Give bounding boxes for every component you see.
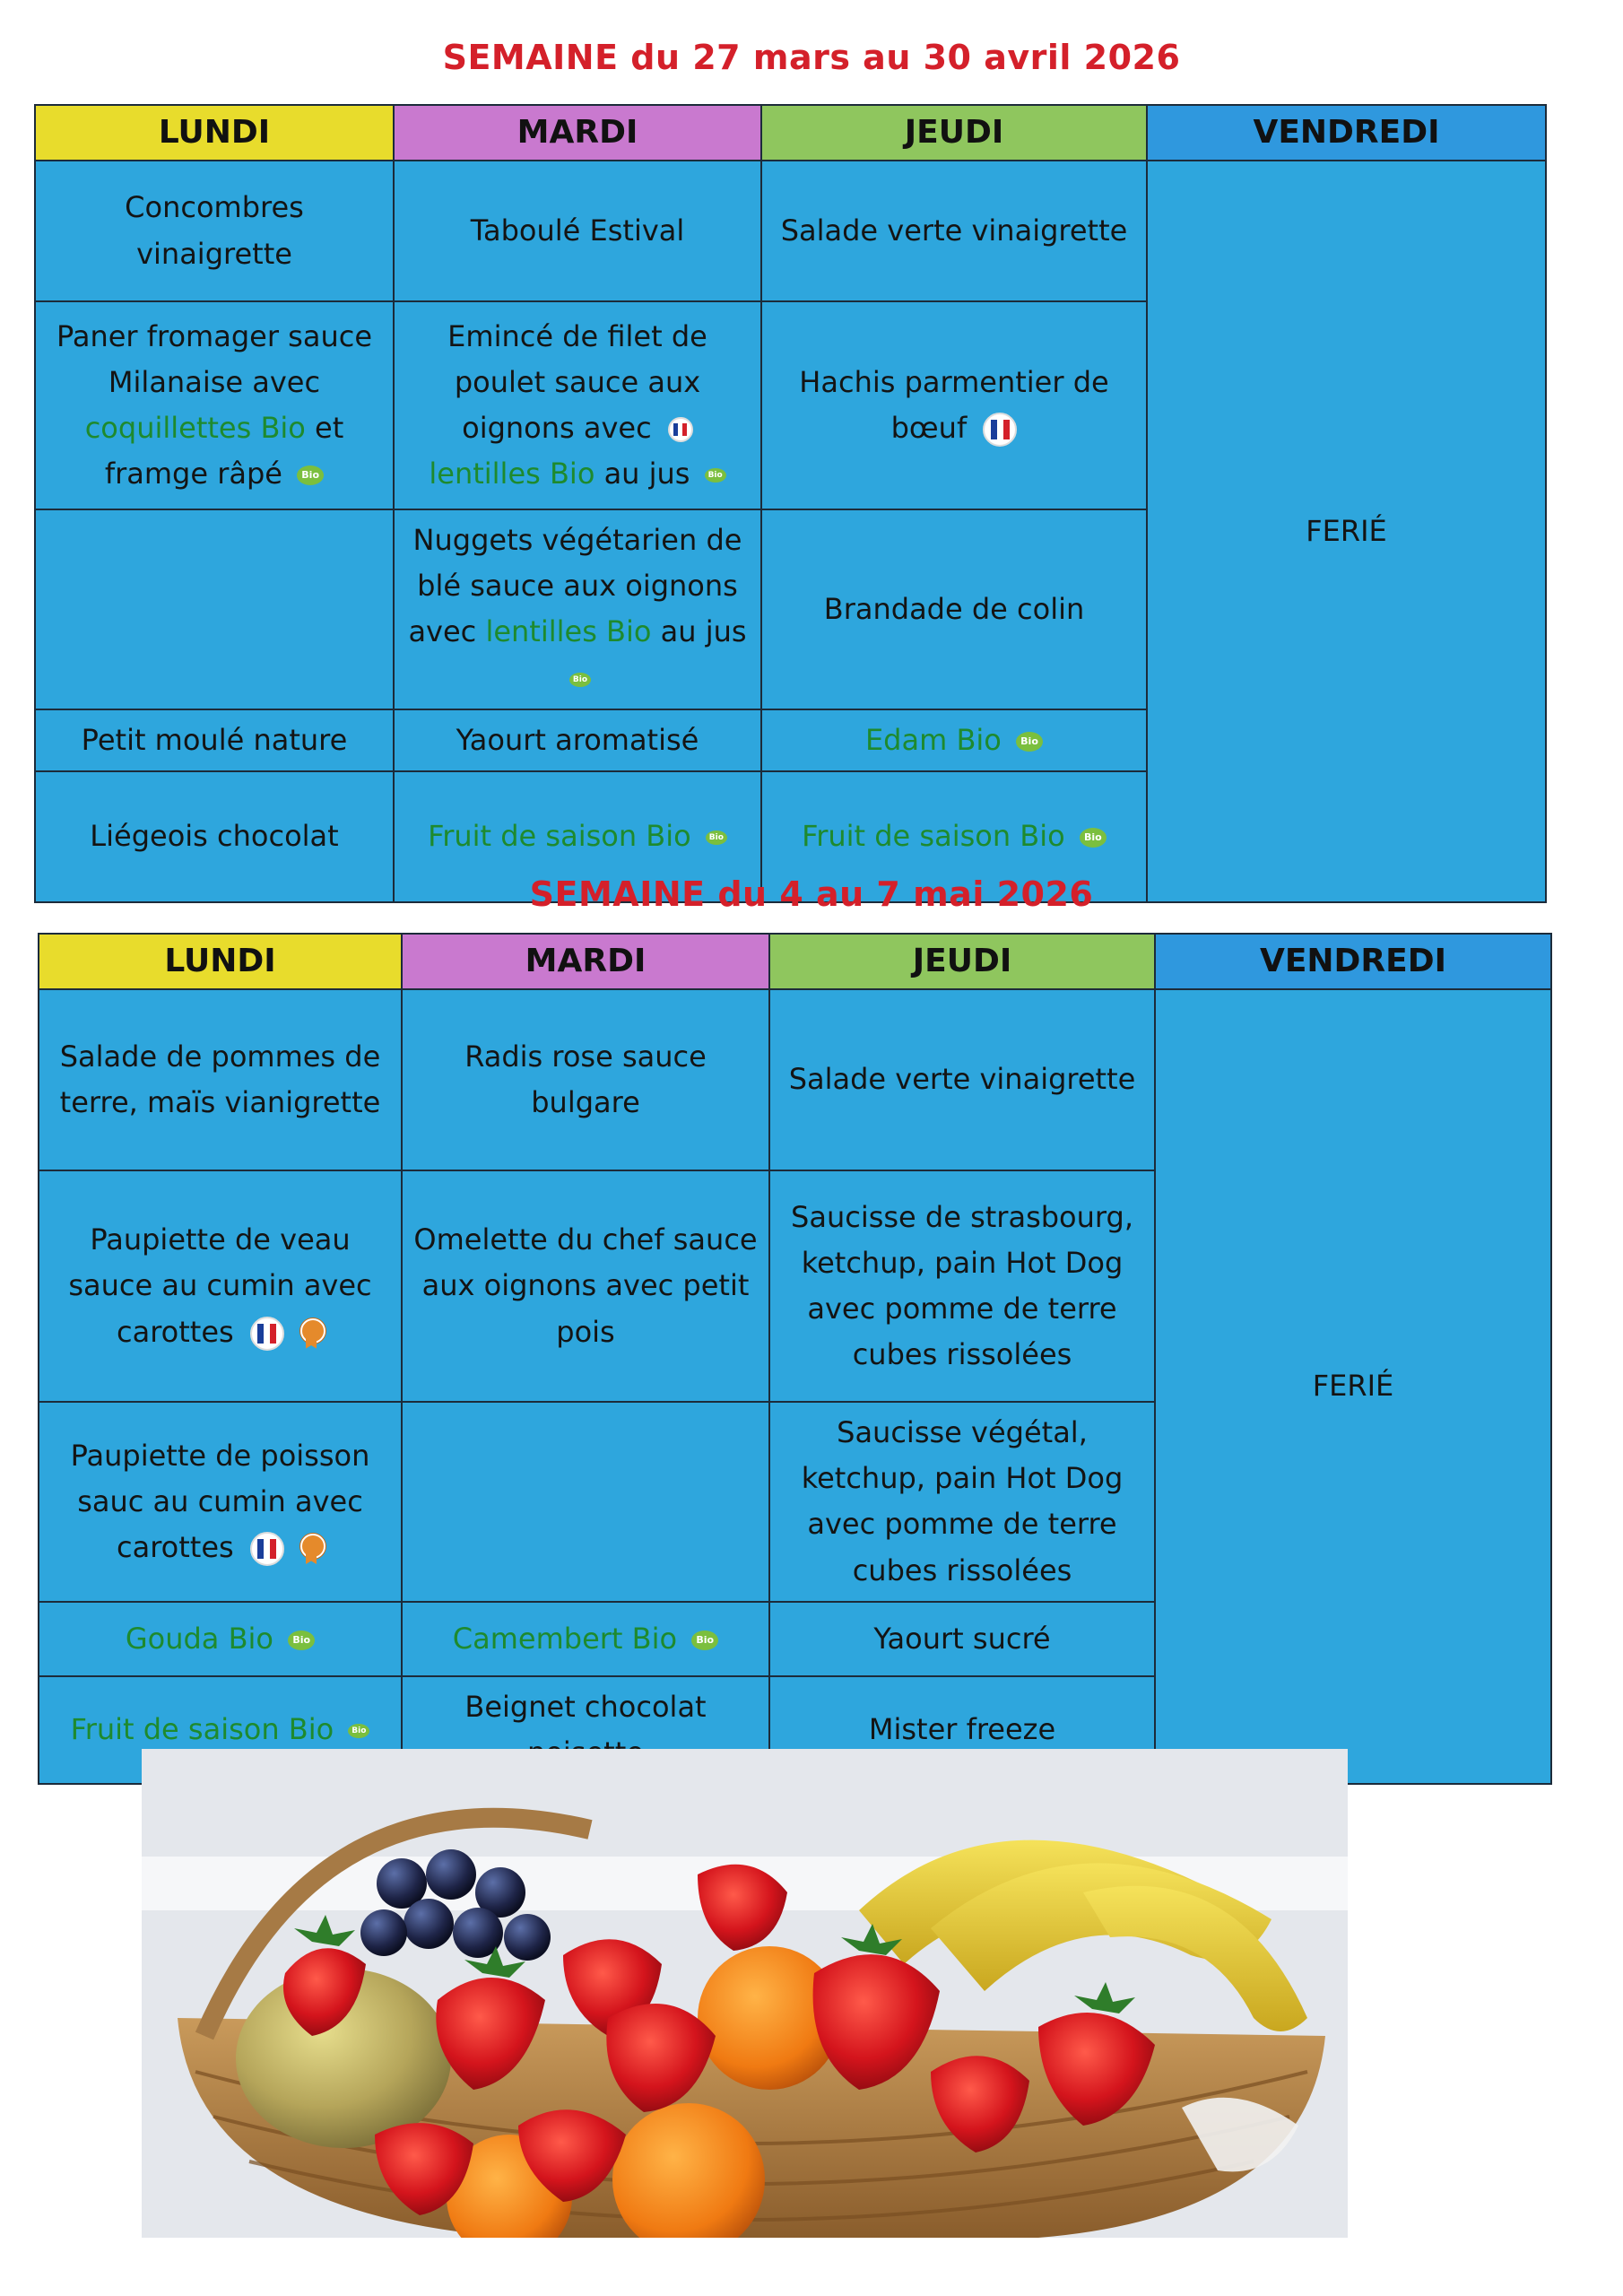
menu-cell: Beignet chocolat	[402, 1676, 769, 1784]
dish-text: Hachis parmentier de bœuf	[799, 364, 1109, 445]
menu-cell: Yaourt aromatisé	[394, 709, 761, 771]
menu-cell: Petit moulé nature	[35, 709, 394, 771]
dish-text: Paupiette de veau sauce au cumin avec carottes	[68, 1222, 372, 1349]
bio-badge-icon: Bio	[348, 1724, 369, 1738]
holiday-cell: FERIÉ	[1147, 161, 1546, 902]
day-header-jeudi: JEUDI	[761, 105, 1147, 161]
table-row	[39, 989, 1551, 1170]
french-flag-icon	[250, 1532, 284, 1566]
menu-cell	[402, 1602, 769, 1676]
menu-cell	[761, 709, 1147, 771]
french-flag-icon	[250, 1317, 284, 1351]
bio-badge-icon: Bio	[1016, 732, 1043, 752]
week1-menu-table	[34, 104, 1547, 903]
menu-cell	[39, 1170, 402, 1402]
dish-text: Fruit de saison Bio	[428, 819, 691, 854]
holiday-cell: FERIÉ	[1155, 989, 1551, 1784]
label-rouge-icon	[299, 1534, 324, 1564]
menu-cell	[39, 1402, 402, 1602]
day-header-vendredi: VENDREDI	[1147, 105, 1546, 161]
week1-title: SEMAINE du 27 mars au 30 avril 2026	[442, 38, 1181, 77]
day-header-jeudi: JEUDI	[769, 934, 1155, 989]
menu-cell: Saucisse de strasbourg, ketchup, pain Hot Dog avec pomme de terre cubes rissolées	[769, 1170, 1155, 1402]
menu-cell: Concombres vinaigrette	[35, 161, 394, 301]
day-header-lundi: LUNDI	[39, 934, 402, 989]
menu-cell	[394, 301, 761, 509]
dish-text: et	[315, 411, 344, 445]
day-header-mardi: MARDI	[402, 934, 769, 989]
menu-cell: Radis rose sauce bulgare	[402, 989, 769, 1170]
menu-cell: Omelette du chef sauce aux oignons avec petit pois	[402, 1170, 769, 1402]
french-flag-icon	[668, 417, 693, 442]
bio-badge-icon: Bio	[1080, 828, 1107, 848]
menu-cell: Saucisse végétal, ketchup, pain Hot Dog avec pomme de terre cubes rissolées	[769, 1402, 1155, 1602]
bio-ingredient: coquillettes Bio	[84, 411, 306, 445]
menu-cell-empty	[402, 1402, 769, 1602]
dish-text: Camembert Bio	[452, 1621, 678, 1656]
week2-title: SEMAINE du 4 au 7 mai 2026	[529, 874, 1094, 914]
bio-badge-icon: Bio	[288, 1631, 315, 1650]
menu-cell: Liégeois chocolat	[35, 771, 394, 902]
day-header-mardi: MARDI	[394, 105, 761, 161]
week2-menu-table	[38, 933, 1552, 1785]
dish-text: au jus	[660, 614, 747, 649]
dish-text: Paupiette de poisson sauc au cumin avec carottes	[70, 1438, 370, 1564]
menu-cell	[39, 1602, 402, 1676]
dish-text: Emincé de filet de poulet sauce aux oignons avec	[447, 318, 707, 445]
bio-badge-icon: Bio	[705, 468, 726, 483]
menu-cell: Salade verte vinaigrette	[769, 989, 1155, 1170]
menu-cell	[761, 301, 1147, 509]
dish-text: Paner fromager sauce Milanaise avec	[56, 318, 372, 399]
label-rouge-icon	[299, 1318, 324, 1349]
bio-badge-icon: Bio	[297, 465, 324, 485]
dish-text: Nuggets végétarien de blé sauce aux oignons avec	[408, 523, 742, 649]
bio-badge-icon: Bio	[569, 673, 591, 687]
dish-text: Fruit de saison Bio	[802, 819, 1065, 854]
menu-cell-empty	[35, 509, 394, 709]
bio-badge-icon: Bio	[691, 1631, 718, 1650]
dish-text: framge râpé	[104, 457, 282, 491]
menu-cell	[35, 301, 394, 509]
bio-ingredient: lentilles Bio	[429, 457, 595, 491]
dish-text: au jus	[603, 457, 690, 491]
fruit-basket-illustration	[142, 1749, 1348, 2238]
day-header-lundi: LUNDI	[35, 105, 394, 161]
dish-text: Fruit de saison Bio	[70, 1712, 334, 1747]
menu-cell: Yaourt sucré	[769, 1602, 1155, 1676]
week1-header-row	[35, 105, 1546, 161]
bio-ingredient: lentilles Bio	[485, 614, 652, 649]
dish-text: Edam Bio	[864, 722, 1002, 757]
menu-cell: Brandade de colin	[761, 509, 1147, 709]
french-flag-icon	[983, 413, 1017, 447]
week2-header-row	[39, 934, 1551, 989]
table-row	[35, 161, 1546, 301]
dish-text: Gouda Bio	[125, 1621, 273, 1656]
fruit-basket-photo	[142, 1749, 1348, 2238]
menu-cell: Salade de pommes de terre, maïs vianigrette	[39, 989, 402, 1170]
day-header-vendredi: VENDREDI	[1155, 934, 1551, 989]
menu-cell: Mister freeze	[769, 1676, 1155, 1784]
bio-badge-icon: Bio	[706, 831, 727, 845]
menu-cell: Taboulé Estival	[394, 161, 761, 301]
menu-cell	[394, 509, 761, 709]
menu-cell: Salade verte vinaigrette	[761, 161, 1147, 301]
